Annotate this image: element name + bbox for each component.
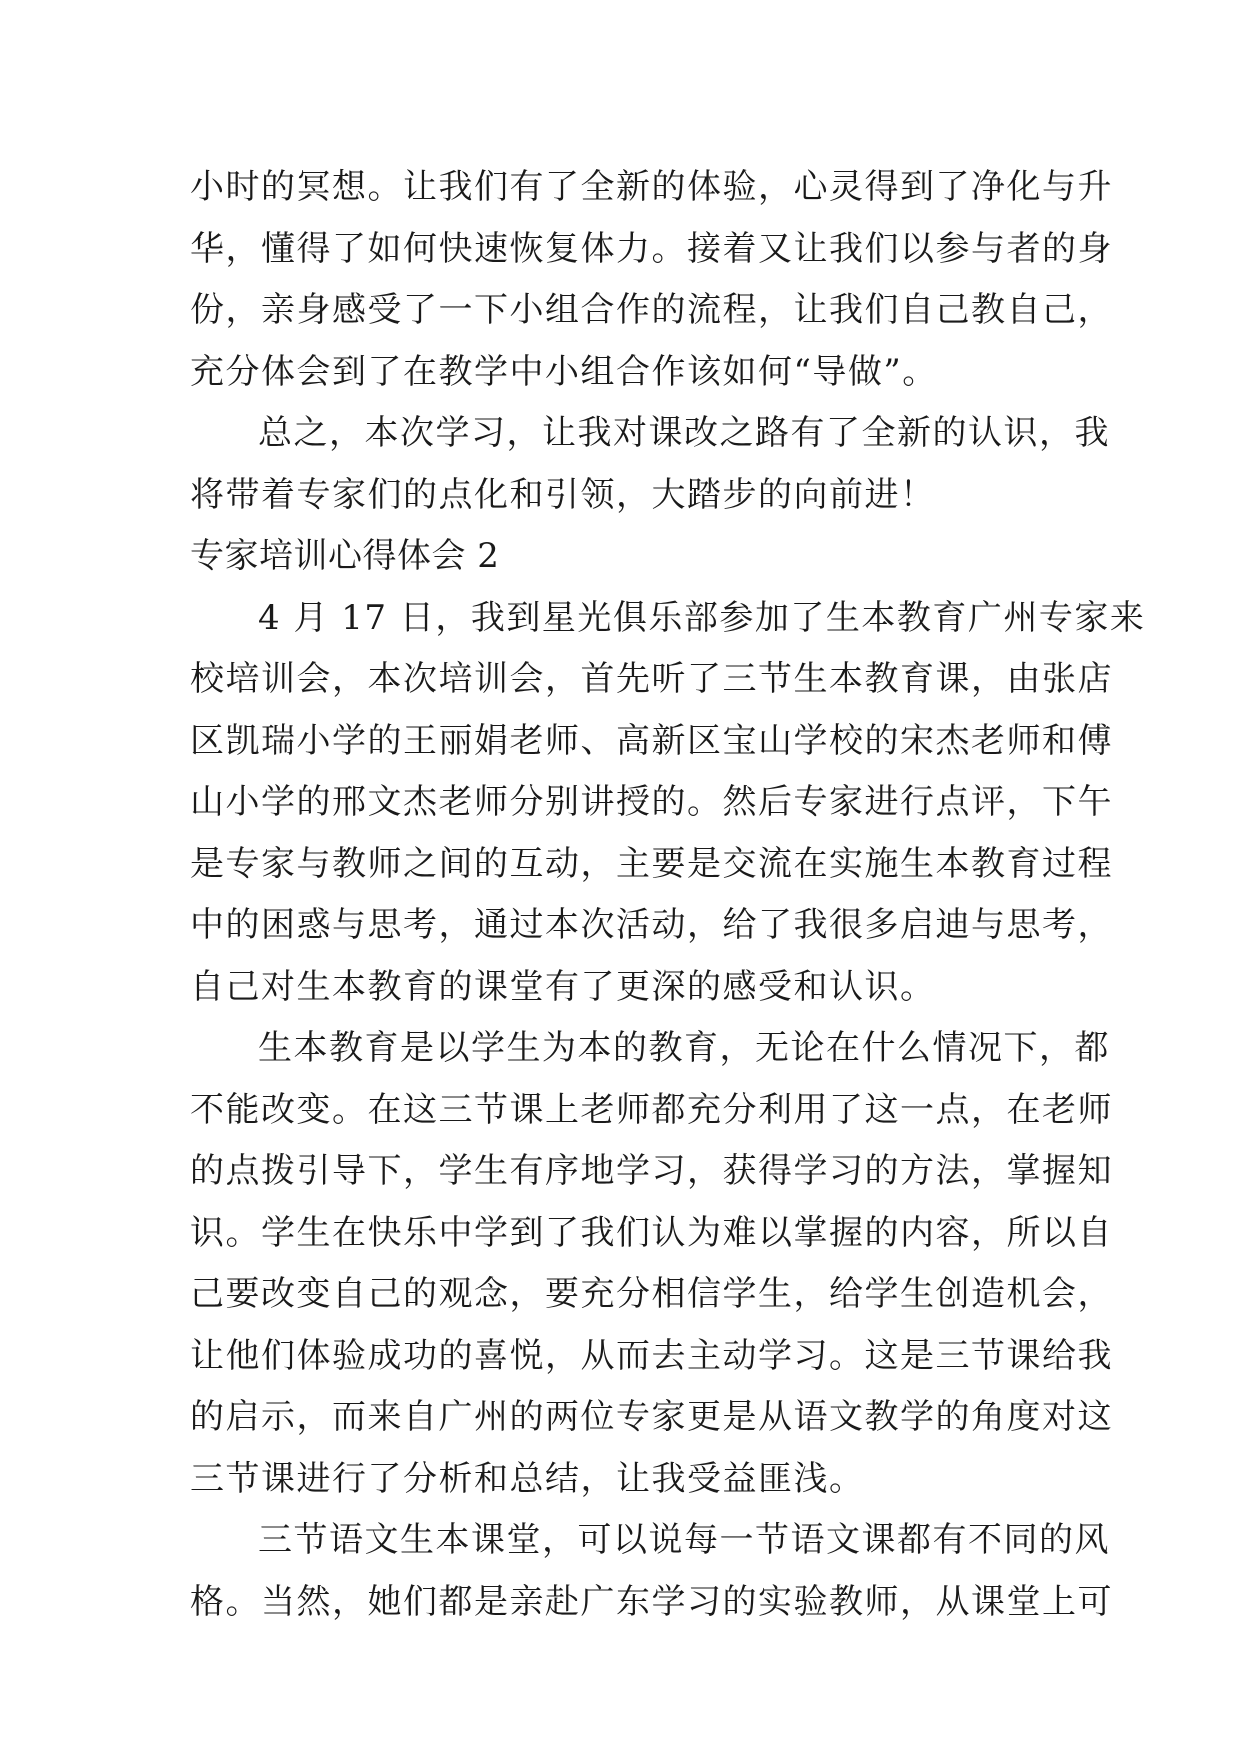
- text-line: 校培训会，本次培训会，首先听了三节生本教育课，由张店: [190, 659, 1113, 699]
- text-line: 的启示，而来自广州的两位专家更是从语文教学的角度对这: [190, 1397, 1113, 1437]
- text-line: 让他们体验成功的喜悦，从而去主动学习。这是三节课给我: [190, 1335, 1113, 1376]
- text-line: 华，懂得了如何快速恢复体力。接着又让我们以参与者的身: [190, 228, 1113, 269]
- section-heading: 专家培训心得体会 2: [190, 536, 500, 576]
- text-line: 将带着专家们的点化和引领，大踏步的向前进！: [190, 474, 936, 515]
- text-line: 山小学的邢文杰老师分别讲授的。然后专家进行点评，下午: [190, 782, 1113, 822]
- text-line: 己要改变自己的观念，要充分相信学生，给学生创造机会，: [190, 1274, 1113, 1314]
- text-line: 自己对生本教育的课堂有了更深的感受和认识。: [190, 966, 936, 1007]
- text-line: 识。学生在快乐中学到了我们认为难以掌握的内容，所以自: [190, 1212, 1113, 1253]
- text-line: 格。当然，她们都是亲赴广东学习的实验教师，从课堂上可: [190, 1581, 1113, 1622]
- text-line: 中的困惑与思考，通过本次活动，给了我很多启迪与思考，: [190, 905, 1113, 945]
- text-line: 充分体会到了在教学中小组合作该如何“导做”。: [190, 351, 938, 392]
- text-line: 的点拨引导下，学生有序地学习，获得学习的方法，掌握知: [190, 1151, 1113, 1191]
- paragraph-first-line: 三节语文生本课堂，可以说每一节语文课都有不同的风: [258, 1520, 1110, 1560]
- text-line: 份，亲身感受了一下小组合作的流程，让我们自己教自己，: [190, 290, 1113, 330]
- text-line: 不能改变。在这三节课上老师都充分利用了这一点，在老师: [190, 1089, 1113, 1130]
- text-line: 三节课进行了分析和总结，让我受益匪浅。: [190, 1458, 865, 1499]
- text-line: 小时的冥想。让我们有了全新的体验，心灵得到了净化与升: [190, 167, 1113, 207]
- paragraph-first-line: 生本教育是以学生为本的教育，无论在什么情况下，都: [258, 1028, 1110, 1068]
- text-line: 区凯瑞小学的王丽娟老师、高新区宝山学校的宋杰老师和傅: [190, 720, 1113, 761]
- paragraph-first-line: 4 月 17 日，我到星光俱乐部参加了生本教育广州专家来: [258, 597, 1146, 638]
- text-line: 是专家与教师之间的互动，主要是交流在实施生本教育过程: [190, 843, 1113, 884]
- paragraph-first-line: 总之，本次学习，让我对课改之路有了全新的认识，我: [258, 413, 1110, 453]
- document-page: [190, 157, 1146, 1633]
